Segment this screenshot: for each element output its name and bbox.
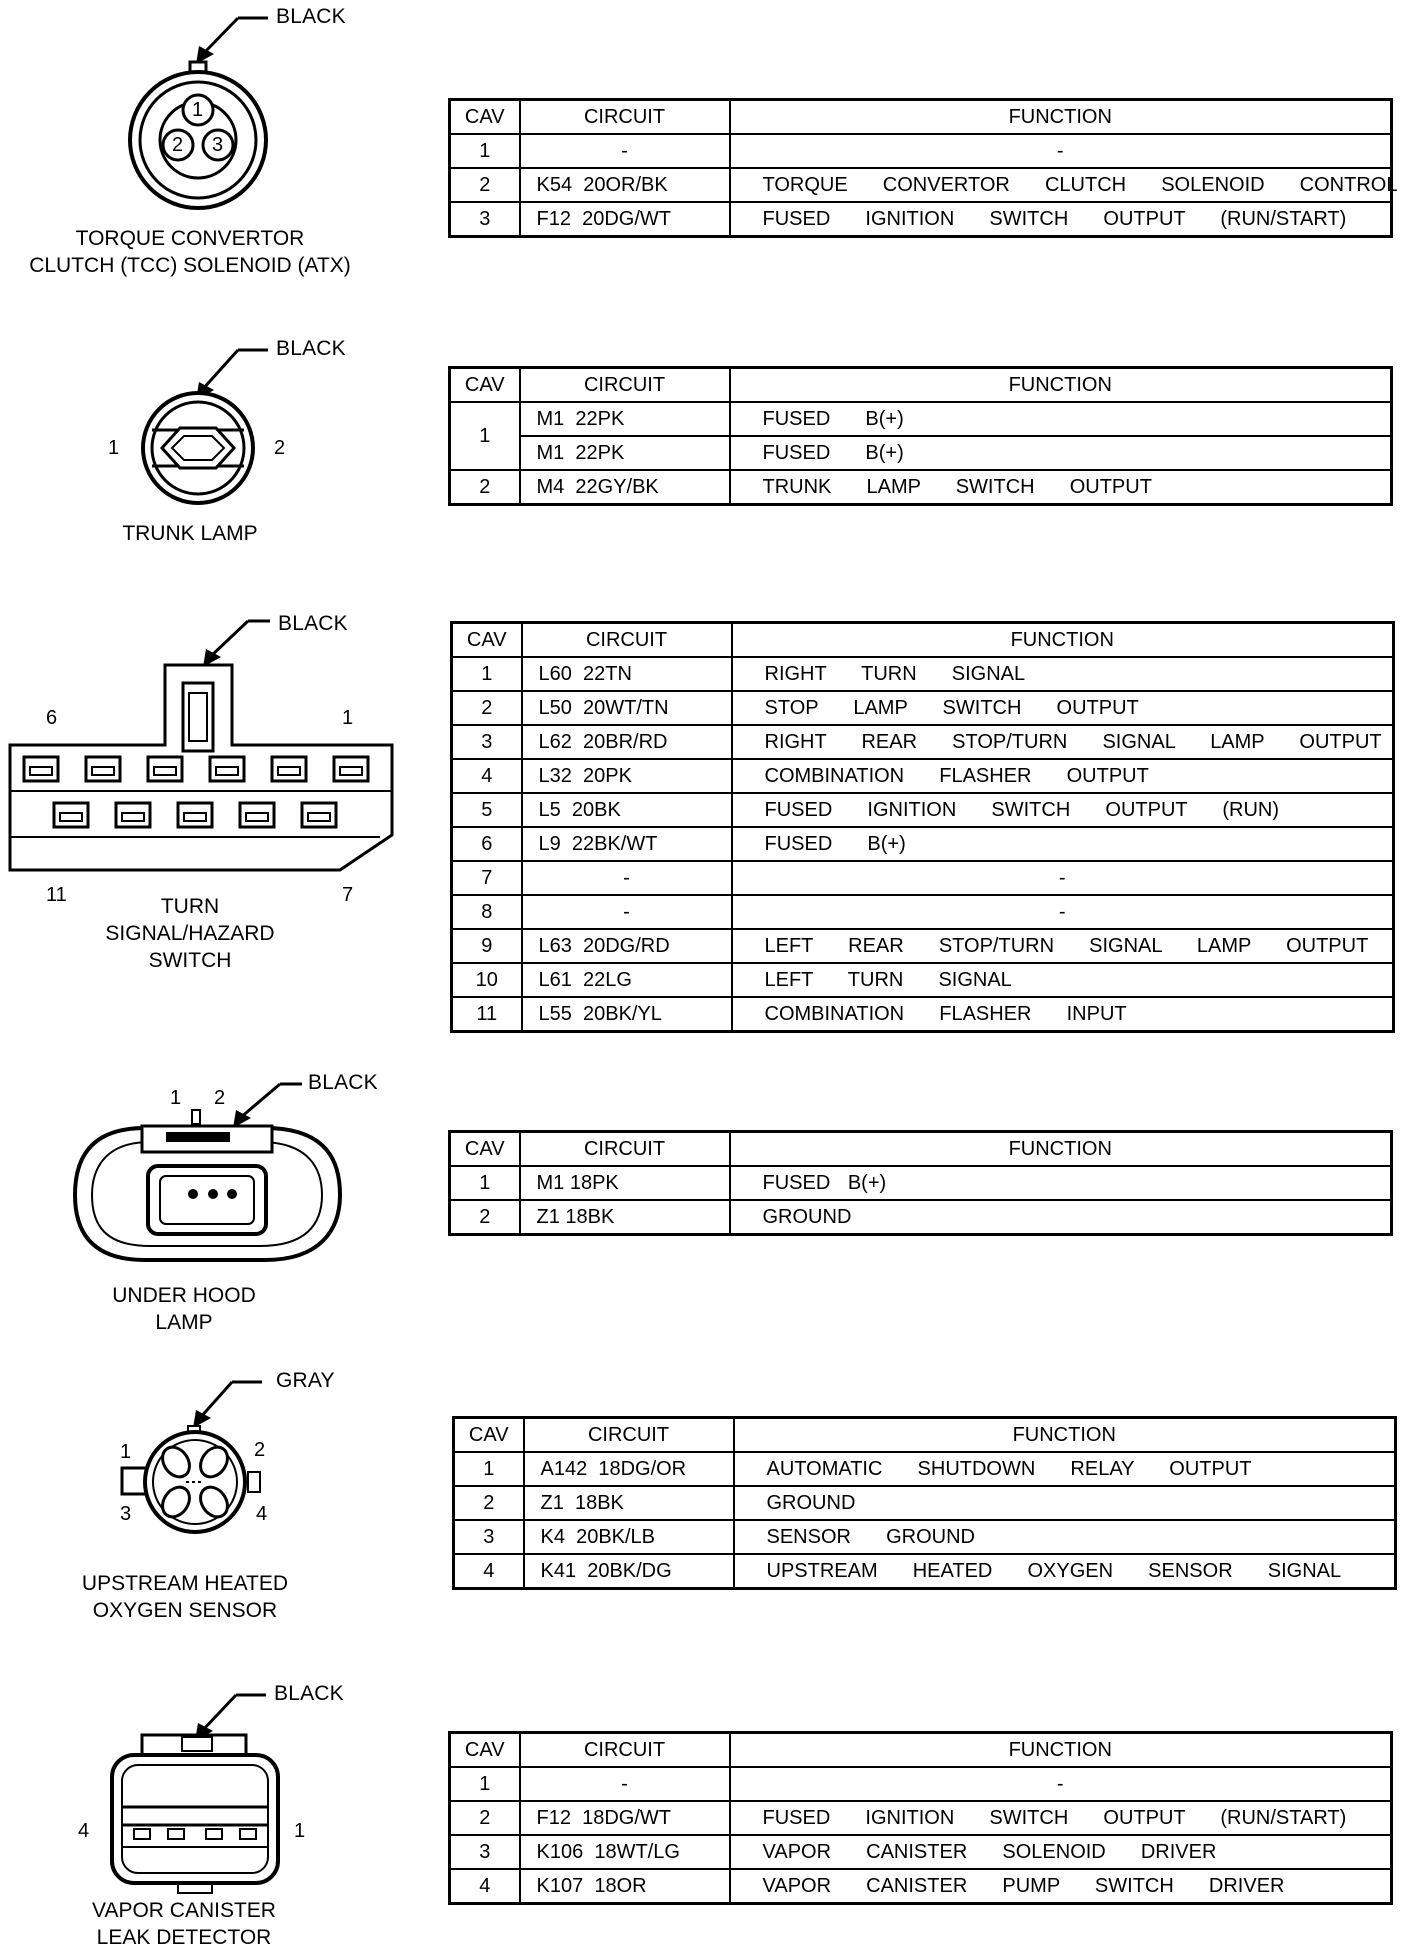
connector-color-label: BLACK — [276, 337, 346, 360]
cell-circuit: - — [522, 861, 732, 895]
pin-label-11: 11 — [46, 884, 67, 906]
connector-caption: UNDER HOOD LAMP — [112, 1284, 256, 1334]
connector-block-oxygen — [0, 1360, 1408, 1650]
table-row — [452, 997, 1394, 1032]
connector-diagram-oxygen — [0, 1360, 420, 1650]
header-cav: CAV — [450, 100, 520, 135]
pin-label-2: 2 — [214, 1087, 226, 1109]
header-cav: CAV — [450, 368, 520, 403]
cell-circuit: K106 18WT/LG — [520, 1835, 730, 1869]
side-latch-right — [248, 1472, 260, 1492]
table-row — [452, 895, 1394, 929]
terminal-pin-3 — [227, 1189, 237, 1199]
table-row — [454, 1486, 1396, 1520]
cell-cav: 2 — [450, 168, 520, 202]
connector-color-label: GRAY — [276, 1369, 335, 1392]
cell-function: TRUNK LAMP SWITCH OUTPUT — [730, 470, 1392, 505]
arrow-line — [210, 621, 248, 657]
connector-color-label: BLACK — [274, 1682, 344, 1705]
cell-circuit: M1 22PK — [520, 436, 730, 470]
cell-circuit: Z1 18BK — [524, 1486, 734, 1520]
pin-label-1: 1 — [294, 1820, 306, 1842]
header-function: FUNCTION — [730, 368, 1392, 403]
cell-circuit: L63 20DG/RD — [522, 929, 732, 963]
cell-circuit: F12 20DG/WT — [520, 202, 730, 237]
connector-color-label: BLACK — [278, 612, 348, 635]
cell-cav: 7 — [452, 861, 522, 895]
cell-circuit: M1 18PK — [520, 1166, 730, 1200]
cell-function: - — [730, 1767, 1392, 1801]
cell-function: AUTOMATIC SHUTDOWN RELAY OUTPUT — [734, 1452, 1396, 1486]
table-row — [450, 202, 1392, 237]
cell-function: UPSTREAM HEATED OXYGEN SENSOR SIGNAL — [734, 1554, 1396, 1589]
pinout-table-tcc — [448, 98, 1398, 238]
cell-function: SENSOR GROUND — [734, 1520, 1396, 1554]
detector-housing — [112, 1755, 278, 1883]
cell-cav: 2 — [452, 691, 522, 725]
arrow-line — [202, 350, 238, 390]
pin-label-1: 1 — [108, 437, 120, 459]
cell-function: COMBINATION FLASHER INPUT — [732, 997, 1394, 1032]
cell-function: TORQUE CONVERTOR CLUTCH SOLENOID CONTROL — [730, 168, 1392, 202]
table-row — [450, 470, 1392, 505]
pin-label-2: 2 — [274, 437, 286, 459]
cell-function: RIGHT TURN SIGNAL — [732, 657, 1394, 691]
table-row — [452, 827, 1394, 861]
pin-label-2: 2 — [254, 1439, 266, 1461]
cell-cav: 1 — [454, 1452, 524, 1486]
cell-circuit: L9 22BK/WT — [522, 827, 732, 861]
pin-label-7: 7 — [342, 884, 354, 906]
cell-circuit: F12 18DG/WT — [520, 1801, 730, 1835]
cell-function: LEFT TURN SIGNAL — [732, 963, 1394, 997]
cell-circuit: K107 18OR — [520, 1869, 730, 1904]
cell-cav: 4 — [454, 1554, 524, 1589]
connector-diagram-turn — [0, 605, 420, 1055]
cell-function: LEFT REAR STOP/TURN SIGNAL LAMP OUTPUT — [732, 929, 1394, 963]
header-circuit: CIRCUIT — [522, 623, 732, 658]
cell-cav: 11 — [452, 997, 522, 1032]
cell-cav: 1 — [452, 657, 522, 691]
table-row — [452, 793, 1394, 827]
cell-cav: 2 — [454, 1486, 524, 1520]
pin-label-1: 1 — [170, 1087, 182, 1109]
terminal-pin-1 — [188, 1189, 198, 1199]
connector-block-underhood — [0, 1070, 1408, 1360]
pin-label-1: 1 — [342, 707, 354, 729]
table-row — [454, 1452, 1396, 1486]
connector-diagram-trunk — [0, 330, 420, 560]
header-cav: CAV — [452, 623, 522, 658]
cell-cav: 8 — [452, 895, 522, 929]
cell-function: FUSED IGNITION SWITCH OUTPUT (RUN/START) — [730, 202, 1392, 237]
pinout-table-oxygen — [452, 1416, 1397, 1590]
terminal-3 — [168, 1829, 184, 1839]
cell-function: RIGHT REAR STOP/TURN SIGNAL LAMP OUTPUT — [732, 725, 1394, 759]
table-row — [450, 1200, 1392, 1235]
pin-label-4: 4 — [78, 1820, 90, 1842]
pin-label-1: 1 — [120, 1441, 132, 1463]
connector-diagram-tcc — [0, 0, 420, 300]
header-function: FUNCTION — [732, 623, 1394, 658]
header-function: FUNCTION — [730, 1132, 1392, 1167]
cell-circuit: M4 22GY/BK — [520, 470, 730, 505]
header-cav: CAV — [450, 1733, 520, 1768]
connector-color-label: BLACK — [308, 1071, 378, 1094]
cell-cav: 5 — [452, 793, 522, 827]
pin-marker — [192, 1110, 200, 1124]
table-row — [452, 963, 1394, 997]
table-row — [450, 1869, 1392, 1904]
cell-circuit: L32 20PK — [522, 759, 732, 793]
arrow-line — [240, 1084, 280, 1118]
terminal-4 — [134, 1829, 150, 1839]
cell-function: GROUND — [734, 1486, 1396, 1520]
table-header-row — [450, 1733, 1392, 1768]
connector-caption: TRUNK LAMP — [122, 522, 258, 545]
arrow-line — [202, 18, 238, 55]
table-row — [450, 1166, 1392, 1200]
table-row — [452, 861, 1394, 895]
cell-function: FUSED B(+) — [730, 1166, 1392, 1200]
terminal-pin-2 — [208, 1189, 218, 1199]
cell-function: FUSED B(+) — [732, 827, 1394, 861]
table-row — [452, 759, 1394, 793]
cell-cav: 2 — [450, 1200, 520, 1235]
table-row — [454, 1554, 1396, 1589]
cell-function: VAPOR CANISTER SOLENOID DRIVER — [730, 1835, 1392, 1869]
cell-cav: 6 — [452, 827, 522, 861]
table-row — [450, 1835, 1392, 1869]
terminal-1 — [240, 1829, 256, 1839]
cell-circuit: L60 22TN — [522, 657, 732, 691]
table-row — [452, 725, 1394, 759]
cell-cav: 3 — [452, 725, 522, 759]
cell-cav: 1 — [450, 1767, 520, 1801]
cell-cav: 1 — [450, 1166, 520, 1200]
terminal-2 — [206, 1829, 222, 1839]
cell-function: GROUND — [730, 1200, 1392, 1235]
cell-circuit: - — [520, 1767, 730, 1801]
turn-connector-drawing — [0, 605, 420, 1055]
pin-label-3: 3 — [120, 1503, 132, 1525]
table-row — [452, 929, 1394, 963]
pin-label-2: 2 — [172, 134, 184, 156]
latch-button — [182, 1737, 212, 1751]
header-circuit: CIRCUIT — [524, 1418, 734, 1453]
header-function: FUNCTION — [730, 100, 1392, 135]
header-function: FUNCTION — [730, 1733, 1392, 1768]
table-header-row — [450, 1132, 1392, 1167]
connector-block-tcc — [0, 0, 1408, 300]
pinout-table-trunk — [448, 366, 1393, 506]
cell-function: FUSED B(+) — [730, 436, 1392, 470]
connector-block-vapor — [0, 1675, 1408, 1950]
cell-function: - — [730, 134, 1392, 168]
header-function: FUNCTION — [734, 1418, 1396, 1453]
pinout-table-turn — [450, 621, 1395, 1033]
cell-circuit: Z1 18BK — [520, 1200, 730, 1235]
cell-cav: 3 — [450, 202, 520, 237]
table-header-row — [454, 1418, 1396, 1453]
cell-cav: 3 — [454, 1520, 524, 1554]
table-row — [450, 436, 1392, 470]
cell-cav: 10 — [452, 963, 522, 997]
cell-circuit: - — [520, 134, 730, 168]
cell-circuit: K41 20BK/DG — [524, 1554, 734, 1589]
connector-color-label: BLACK — [276, 5, 346, 28]
connector-block-trunk — [0, 330, 1408, 560]
connector-caption: UPSTREAM HEATED OXYGEN SENSOR — [81, 1572, 289, 1622]
cell-circuit: A142 18DG/OR — [524, 1452, 734, 1486]
cell-function: FUSED B(+) — [730, 402, 1392, 436]
header-circuit: CIRCUIT — [520, 100, 730, 135]
table-row — [454, 1520, 1396, 1554]
connector-diagram-vapor — [0, 1675, 420, 1950]
cell-circuit: K54 20OR/BK — [520, 168, 730, 202]
cell-function: - — [732, 895, 1394, 929]
pin-label-4: 4 — [256, 1503, 268, 1525]
table-header-row — [452, 623, 1394, 658]
table-header-row — [450, 368, 1392, 403]
connector-caption: VAPOR CANISTER LEAK DETECTOR — [92, 1899, 276, 1949]
pinout-table-underhood — [448, 1130, 1393, 1236]
connector-block-turn — [0, 605, 1408, 1055]
arrow-line — [200, 1382, 232, 1418]
cell-cav: 4 — [452, 759, 522, 793]
cell-circuit: L50 20WT/TN — [522, 691, 732, 725]
cell-circuit: L62 20BR/RD — [522, 725, 732, 759]
cell-cav: 4 — [450, 1869, 520, 1904]
header-circuit: CIRCUIT — [520, 1733, 730, 1768]
header-circuit: CIRCUIT — [520, 1132, 730, 1167]
cell-circuit: - — [522, 895, 732, 929]
cell-circuit: K4 20BK/LB — [524, 1520, 734, 1554]
pinout-table-vapor — [448, 1731, 1393, 1905]
table-row — [452, 657, 1394, 691]
cell-function: FUSED IGNITION SWITCH OUTPUT (RUN) — [732, 793, 1394, 827]
header-cav: CAV — [454, 1418, 524, 1453]
table-row — [452, 691, 1394, 725]
cell-cav: 2 — [450, 470, 520, 505]
connector-outer-ring — [130, 72, 266, 208]
table-row — [450, 134, 1392, 168]
arrow-line — [202, 1695, 236, 1731]
cell-function: - — [732, 861, 1394, 895]
cell-circuit: L55 20BK/YL — [522, 997, 732, 1032]
header-cav: CAV — [450, 1132, 520, 1167]
table-row — [450, 1801, 1392, 1835]
table-row — [450, 1767, 1392, 1801]
cell-function: FUSED IGNITION SWITCH OUTPUT (RUN/START) — [730, 1801, 1392, 1835]
pin-label-1: 1 — [192, 99, 204, 121]
table-header-row — [450, 100, 1392, 135]
pin-label-6: 6 — [46, 707, 58, 729]
cell-cav: 1 — [450, 134, 520, 168]
table-row — [450, 402, 1392, 436]
pin-label-3: 3 — [212, 134, 224, 156]
connector-caption: TORQUE CONVERTOR CLUTCH (TCC) SOLENOID (ATX) — [29, 227, 351, 277]
cell-cav: 3 — [450, 1835, 520, 1869]
cell-function: COMBINATION FLASHER OUTPUT — [732, 759, 1394, 793]
cell-circuit: L61 22LG — [522, 963, 732, 997]
cell-circuit: M1 22PK — [520, 402, 730, 436]
header-circuit: CIRCUIT — [520, 368, 730, 403]
cell-cav: 9 — [452, 929, 522, 963]
connector-diagram-underhood — [0, 1070, 420, 1360]
connector-caption: TURN SIGNAL/HAZARD SWITCH — [105, 895, 275, 972]
cell-cav: 2 — [450, 1801, 520, 1835]
cell-cav: 1 — [450, 402, 520, 470]
latch-slot — [166, 1132, 230, 1142]
table-row — [450, 168, 1392, 202]
cell-function: VAPOR CANISTER PUMP SWITCH DRIVER — [730, 1869, 1392, 1904]
cell-circuit: L5 20BK — [522, 793, 732, 827]
cell-function: STOP LAMP SWITCH OUTPUT — [732, 691, 1394, 725]
